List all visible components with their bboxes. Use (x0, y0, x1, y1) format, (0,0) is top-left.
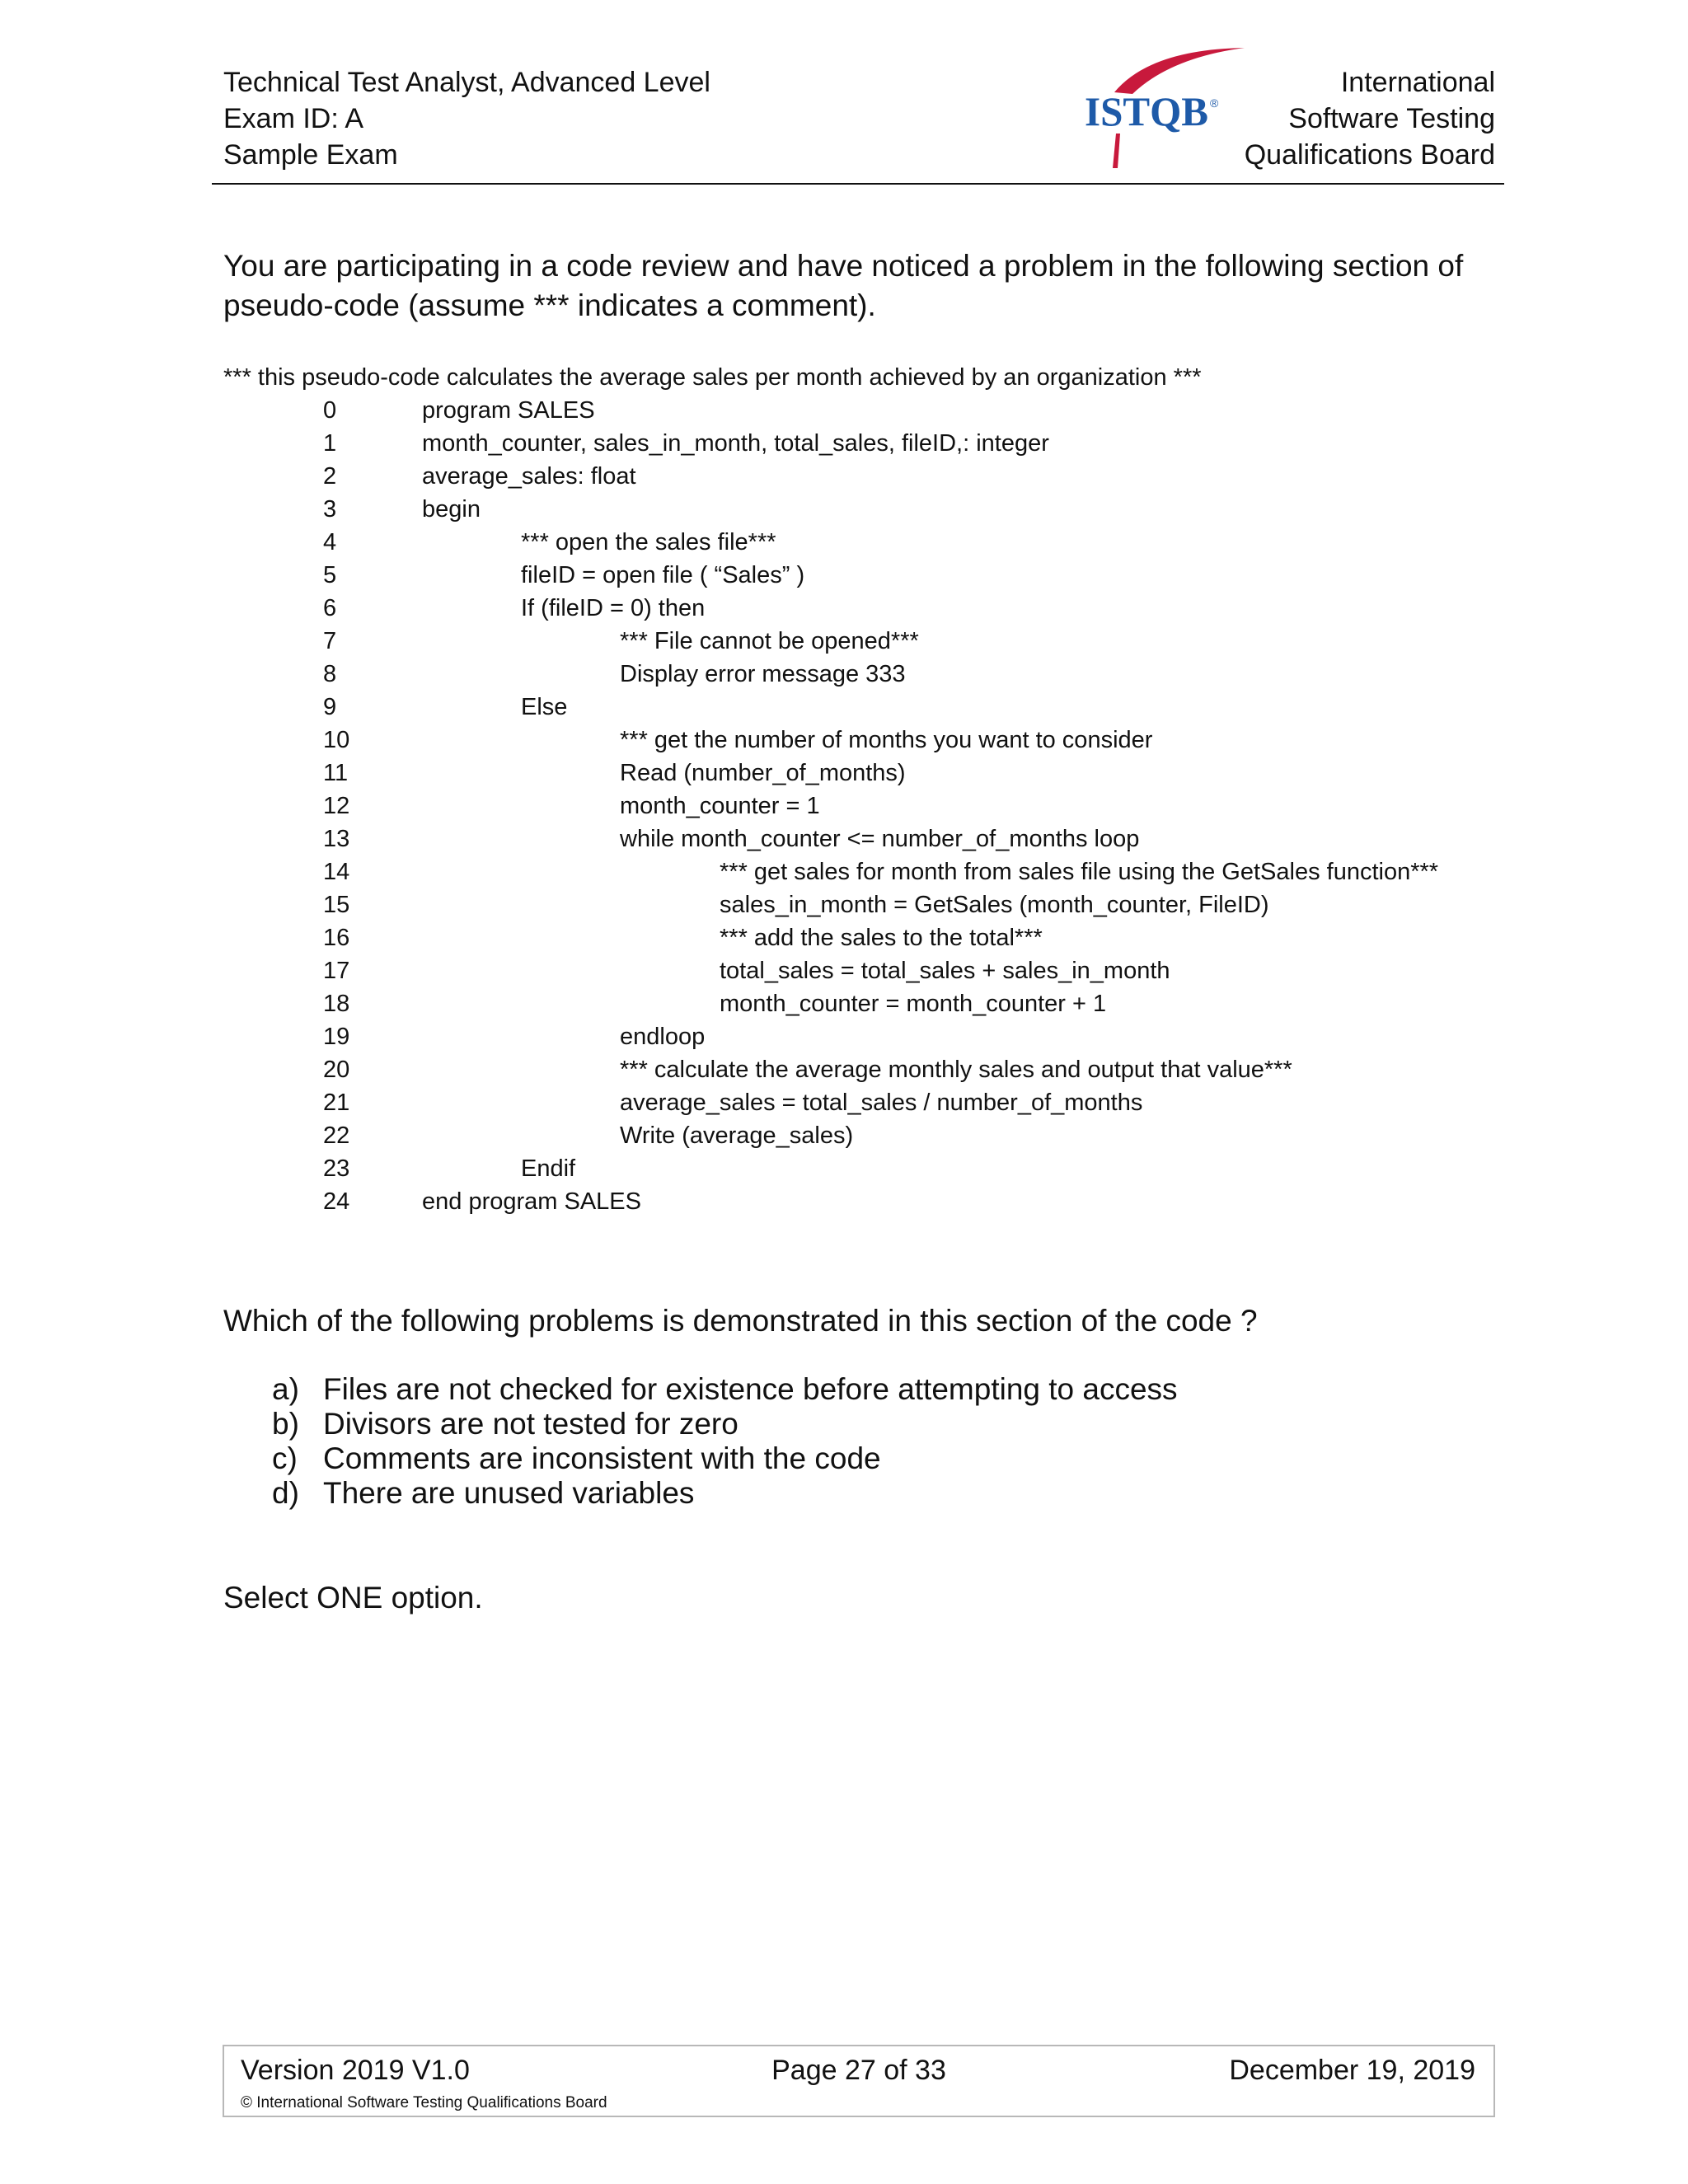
code-text: Display error message 333 (620, 661, 906, 687)
code-text: total_sales = total_sales + sales_in_month (720, 958, 1170, 984)
code-line (0, 394, 1688, 427)
header-right (1245, 64, 1495, 173)
istqb-logo (1080, 45, 1253, 168)
header-org-line-2: Software Testing (1288, 103, 1495, 134)
code-text: Endif (521, 1155, 576, 1182)
code-text: month_counter = 1 (620, 793, 820, 819)
line-number: 14 (323, 859, 350, 885)
option-text: Files are not checked for existence before attempting to access (323, 1372, 1178, 1406)
code-text: *** get sales for month from sales file using the GetSales function*** (720, 859, 1439, 885)
code-line (0, 888, 1688, 921)
line-number: 19 (323, 1024, 350, 1050)
logo-swoosh (1114, 48, 1245, 94)
code-text: Else (521, 694, 568, 720)
code-text: average_sales = total_sales / number_of_months (620, 1090, 1143, 1116)
line-number: 0 (323, 397, 337, 424)
code-line (0, 559, 1688, 592)
code-line (0, 790, 1688, 823)
logo-swoosh-tail (1113, 134, 1120, 168)
code-line (0, 1185, 1688, 1218)
option-text: Divisors are not tested for zero (323, 1407, 738, 1441)
footer-copyright: © International Software Testing Qualifications Board (241, 2094, 607, 2111)
code-text: Read (number_of_months) (620, 760, 906, 786)
code-line (0, 460, 1688, 493)
code-line (0, 921, 1688, 954)
code-line (0, 1086, 1688, 1119)
code-header-comment: *** this pseudo-code calculates the average sales per month achieved by an organization *** (223, 364, 1202, 391)
line-number: 22 (323, 1122, 350, 1149)
line-number: 8 (323, 661, 337, 687)
header-divider (212, 183, 1504, 185)
header-left (223, 64, 710, 173)
line-number: 6 (323, 595, 337, 621)
line-number: 18 (323, 991, 350, 1017)
code-line (0, 724, 1688, 757)
code-text: sales_in_month = GetSales (month_counter, FileID) (720, 892, 1269, 918)
code-text: endloop (620, 1024, 706, 1050)
code-text: Write (average_sales) (620, 1122, 854, 1149)
line-number: 23 (323, 1155, 350, 1182)
code-text: *** open the sales file*** (521, 529, 776, 555)
code-text: month_counter, sales_in_month, total_sales, fileID,: integer (422, 430, 1049, 457)
code-text: *** calculate the average monthly sales and output that value*** (620, 1057, 1292, 1083)
page-footer (223, 2045, 1495, 2117)
code-line (0, 757, 1688, 790)
line-number: 24 (323, 1188, 350, 1215)
code-line (0, 691, 1688, 724)
line-number: 16 (323, 925, 350, 951)
line-number: 1 (323, 430, 337, 457)
code-text: begin (422, 496, 481, 523)
code-line (0, 954, 1688, 987)
code-line (0, 1119, 1688, 1152)
header-org-line-3: Qualifications Board (1244, 139, 1495, 171)
code-line (0, 1152, 1688, 1185)
line-number: 10 (323, 727, 350, 753)
line-number: 11 (323, 760, 349, 786)
code-line (0, 1020, 1688, 1053)
code-line (0, 658, 1688, 691)
question-intro: You are participating in a code review and have noticed a problem in the following section of pseudo-code (assume *** indicates a comment). (223, 249, 1464, 322)
code-text: *** File cannot be opened*** (620, 628, 919, 654)
line-number: 13 (323, 826, 350, 852)
code-line (0, 987, 1688, 1020)
option-letter: a) (272, 1372, 299, 1406)
code-line (0, 526, 1688, 559)
line-number: 9 (323, 694, 337, 720)
code-line (0, 427, 1688, 460)
option-text: There are unused variables (323, 1476, 695, 1510)
footer-version: Version 2019 V1.0 (241, 2055, 470, 2086)
option-letter: d) (272, 1476, 299, 1510)
line-number: 20 (323, 1057, 350, 1083)
code-text: while month_counter <= number_of_months loop (620, 826, 1140, 852)
line-number: 5 (323, 562, 337, 588)
code-text: fileID = open file ( “Sales” ) (521, 562, 805, 588)
line-number: 2 (323, 463, 337, 490)
selection-instruction: Select ONE option. (223, 1581, 483, 1615)
code-text: If (fileID = 0) then (521, 595, 706, 621)
header-org-line-1: International (1340, 67, 1495, 98)
option-letter: c) (272, 1441, 298, 1475)
option-letter: b) (272, 1407, 299, 1441)
header-title: Technical Test Analyst, Advanced Level (223, 67, 710, 98)
code-line (0, 823, 1688, 855)
code-text: program SALES (422, 397, 595, 424)
code-text: *** get the number of months you want to consider (620, 727, 1153, 753)
code-line (0, 855, 1688, 888)
code-text: end program SALES (422, 1188, 641, 1215)
line-number: 7 (323, 628, 337, 654)
code-text: average_sales: float (422, 463, 636, 490)
footer-page-number: Page 27 of 33 (771, 2055, 946, 2086)
code-line (0, 493, 1688, 526)
logo-text: ISTQB (1085, 88, 1208, 134)
code-text: month_counter = month_counter + 1 (720, 991, 1107, 1017)
code-line (0, 592, 1688, 625)
question-text: Which of the following problems is demonstrated in this section of the code ? (223, 1304, 1258, 1338)
logo-registered-mark: ® (1210, 96, 1219, 110)
line-number: 4 (323, 529, 337, 555)
code-line (0, 625, 1688, 658)
option-text: Comments are inconsistent with the code (323, 1441, 881, 1475)
code-line (0, 1053, 1688, 1086)
line-number: 3 (323, 496, 337, 523)
header-exam-id: Exam ID: A (223, 103, 364, 134)
header-sample-exam: Sample Exam (223, 139, 398, 171)
pseudo-code-block (0, 394, 1688, 1218)
line-number: 15 (323, 892, 350, 918)
line-number: 12 (323, 793, 350, 819)
code-text: *** add the sales to the total*** (720, 925, 1043, 951)
line-number: 17 (323, 958, 350, 984)
footer-date: December 19, 2019 (1229, 2055, 1475, 2086)
line-number: 21 (323, 1090, 350, 1116)
